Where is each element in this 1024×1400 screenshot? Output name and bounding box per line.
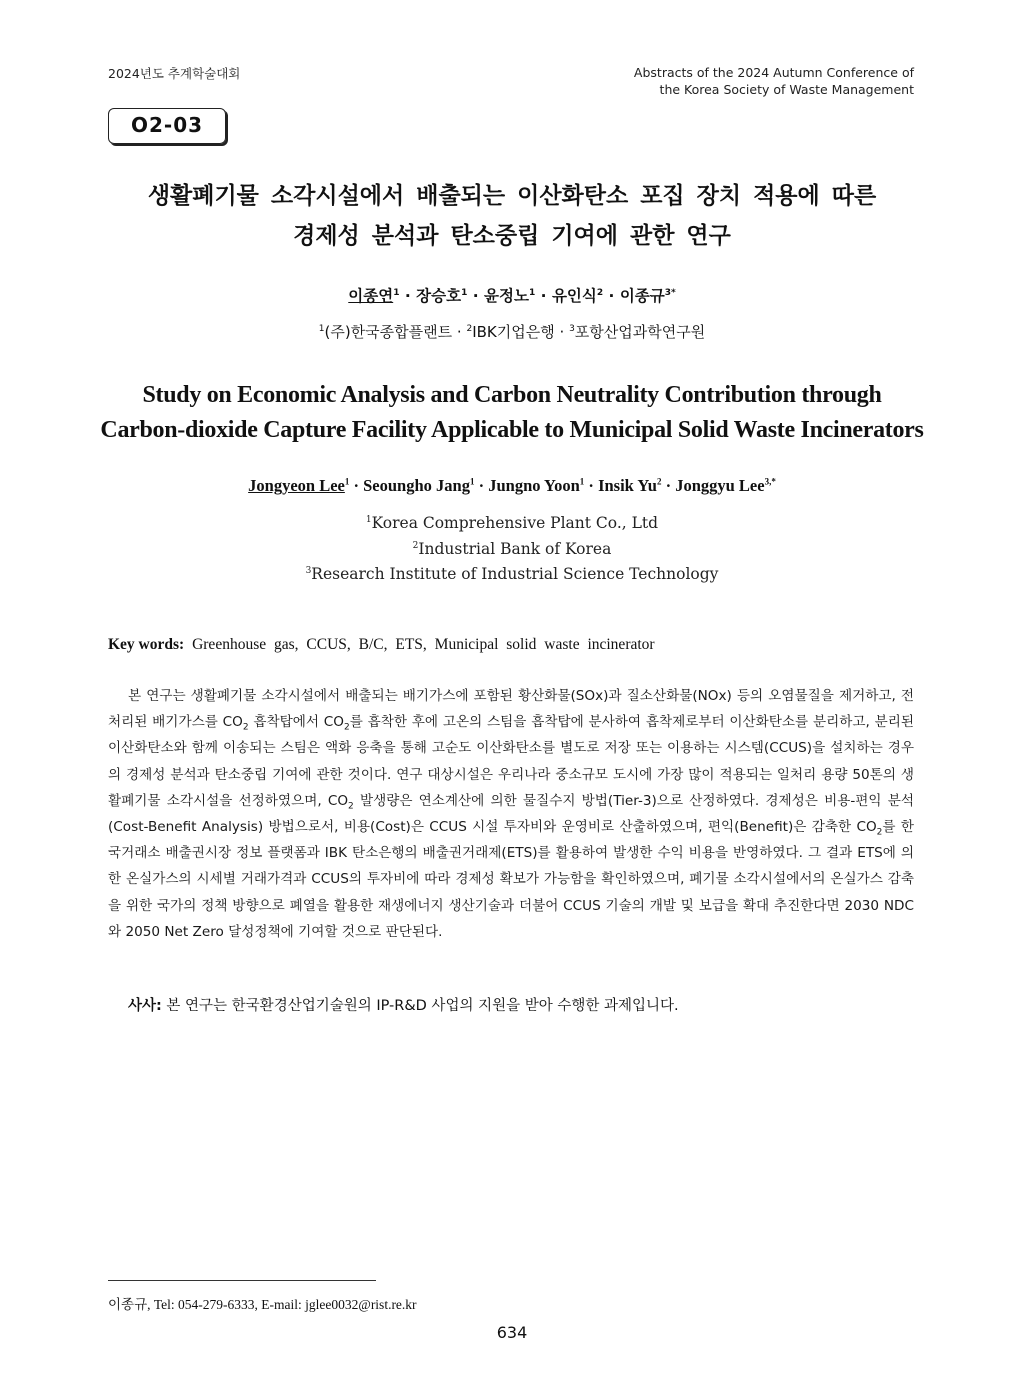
running-header-right-line1: Abstracts of the 2024 Autumn Conference of xyxy=(633,65,914,80)
korean-affiliation: 포항산업과학연구원 xyxy=(574,323,706,341)
acknowledgement-text: 본 연구는 한국환경산업기술원의 IP-R&D 사업의 지원을 받아 수행한 과제입니다. xyxy=(161,998,679,1014)
korean-author-sup: 1 xyxy=(528,287,536,298)
page-number: 634 xyxy=(496,1323,528,1342)
running-header-right xyxy=(634,64,914,98)
running-header-left: 2024년도 추계학술대회 xyxy=(108,66,241,81)
abstract-text: 흡착탑에서 CO xyxy=(248,714,344,731)
korean-author-name: 이종규 xyxy=(619,287,665,305)
english-authors xyxy=(0,476,1024,496)
author-separator: · xyxy=(404,287,411,305)
abstract-text: 발생량은 연소계산에 의한 물질수지 방법(Tier-3)으로 산정하였다. 경제성은 비용-편익 분석(Cost-Benefit Analysis) 방법으로서, 비용(Cost)은 CCUS 시설 투자비와 운영비로 산출하였으며, 편익(Benefit)은 감축한 CO xyxy=(108,792,914,836)
korean-title-line2: 경제성 분석과 탄소중립 기여에 관한 연구 xyxy=(293,223,731,249)
author-separator: · xyxy=(540,287,547,305)
english-author-name: Jungno Yoon xyxy=(488,476,580,495)
author-separator: · xyxy=(472,287,479,305)
keywords-label: Key words: xyxy=(108,636,185,653)
korean-title xyxy=(0,176,1024,256)
korean-author-name: 이종연 xyxy=(348,287,394,305)
keywords xyxy=(108,636,655,654)
affil-sup: 2 xyxy=(412,540,419,551)
paper-code-badge: O2-03 xyxy=(108,108,226,144)
english-author-sup: 2 xyxy=(656,476,662,487)
korean-affiliations xyxy=(0,321,1024,342)
acknowledgement-label: 사사: xyxy=(128,998,162,1014)
english-author-sup: 1 xyxy=(579,476,585,487)
english-author-sup: 1 xyxy=(469,476,475,487)
korean-author-sup: 2 xyxy=(596,287,604,298)
affil-separator: · xyxy=(559,323,565,341)
english-affiliation-row xyxy=(0,511,1024,537)
author-separator: · xyxy=(353,476,359,495)
affil-sup: 3 xyxy=(569,324,575,334)
korean-author-name: 윤정노 xyxy=(484,287,529,305)
korean-author-name: 장승호 xyxy=(416,287,462,305)
english-affiliation: Industrial Bank of Korea xyxy=(418,539,612,558)
english-affiliations xyxy=(0,511,1024,588)
english-affiliation-row xyxy=(0,537,1024,563)
abstract-text: 본 연구는 생활폐기물 소각시설에서 배출되는 배기가스에 포함된 황산화물(SOx)과 질소산화물(NOx) 등의 오염물질을 제거하고, 전처리된 배기가스를 CO xyxy=(108,688,914,731)
korean-title-line1: 생활폐기물 소각시설에서 배출되는 이산화탄소 포집 장치 적용에 따른 xyxy=(147,183,877,209)
english-affiliation-row xyxy=(0,562,1024,588)
affil-sup: 3 xyxy=(305,565,312,576)
english-author-name: Insik Yu xyxy=(598,476,657,495)
subscript: 2 xyxy=(343,722,350,733)
acknowledgement xyxy=(128,994,679,1015)
english-title xyxy=(0,378,1024,448)
english-title-line2: Carbon-dioxide Capture Facility Applicable to Municipal Solid Waste Incinerators xyxy=(100,417,924,443)
korean-author-name: 유인식 xyxy=(551,287,597,305)
subscript: 2 xyxy=(348,801,354,812)
affil-sup: 1 xyxy=(318,324,325,334)
affil-sup: 1 xyxy=(365,514,372,525)
english-author-name: Seoungho Jang xyxy=(363,476,470,495)
abstract-text: 를 흡착한 후에 고온의 스팀을 흡착탑에 분사하여 흡착제로부터 이산화탄소를 분리하고, 분리된 이산화탄소와 함께 이송되는 스팀은 액화 응축을 통해 고순도 이산화탄소를 별도로 저장 또는 이용하는 시스템(CCUS)을 설치하는 경우의 경제성 분석과 탄소중립 기여에 관한 것이다. 연구 대상시설은 우리나라 중소규모 도시에 가장 많이 적용되는 일처리 용량 50톤의 생활폐기물 소각시설을 선정하였으며, CO xyxy=(108,714,914,809)
author-separator: · xyxy=(478,476,485,495)
author-separator: · xyxy=(608,287,615,305)
english-author-name: Jonggyu Lee xyxy=(675,476,765,495)
korean-affiliation: IBK기업은행 xyxy=(472,323,555,341)
korean-author-sup: 3* xyxy=(664,287,676,298)
affil-separator: · xyxy=(456,323,462,341)
footnote-divider xyxy=(108,1280,376,1281)
keywords-text: Greenhouse gas, CCUS, B/C, ETS, Municipal solid waste incinerator xyxy=(192,636,655,653)
english-author-name: Jongyeon Lee xyxy=(248,476,345,495)
abstract-paragraph xyxy=(108,683,914,945)
abstract-text: 를 한국거래소 배출권시장 정보 플랫폼과 IBK 탄소은행의 배출권거래제(ETS)를 활용하여 발생한 수익 비용을 반영하였다. 그 결과 ETS에 의한 온실가스의 시세별 거래가격과 CCUS의 투자비에 따라 경제성 확보가 가능함을 확인하였으며, 폐기물 소각시설에서의 온실가스 감축을 위한 국가의 정책 방향으로 폐열을 활용한 재생에너지 생산기술과 더불어 CCUS 기술의 개발 및 보급을 확대 추진한다면 2030 NDC와 2050 Net Zero 달성정책에 기여할 것으로 판단된다. xyxy=(108,819,914,940)
english-author-sup: 1 xyxy=(344,476,350,487)
korean-affiliation: (주)한국종합플랜트 xyxy=(324,323,453,341)
korean-authors xyxy=(0,284,1024,306)
english-author-sup: 3,* xyxy=(764,476,776,487)
korean-author-sup: 1 xyxy=(461,287,468,298)
running-header-right-line2: the Korea Society of Waste Management xyxy=(659,82,914,97)
english-title-line1: Study on Economic Analysis and Carbon Neutrality Contribution through xyxy=(142,382,882,408)
subscript: 2 xyxy=(876,827,883,838)
abstract xyxy=(108,683,914,945)
author-separator: · xyxy=(588,476,594,495)
korean-author-sup: 1 xyxy=(393,287,400,298)
author-separator: · xyxy=(665,476,672,495)
subscript: 2 xyxy=(242,722,249,733)
corresponding-author-footnote: 이종규, Tel: 054-279-6333, E-mail: jglee0032@rist.re.kr xyxy=(108,1297,417,1312)
affil-sup: 2 xyxy=(466,324,473,334)
english-affiliation: Korea Comprehensive Plant Co., Ltd xyxy=(371,514,659,532)
english-affiliation: Research Institute of Industrial Science Technology xyxy=(311,565,719,583)
